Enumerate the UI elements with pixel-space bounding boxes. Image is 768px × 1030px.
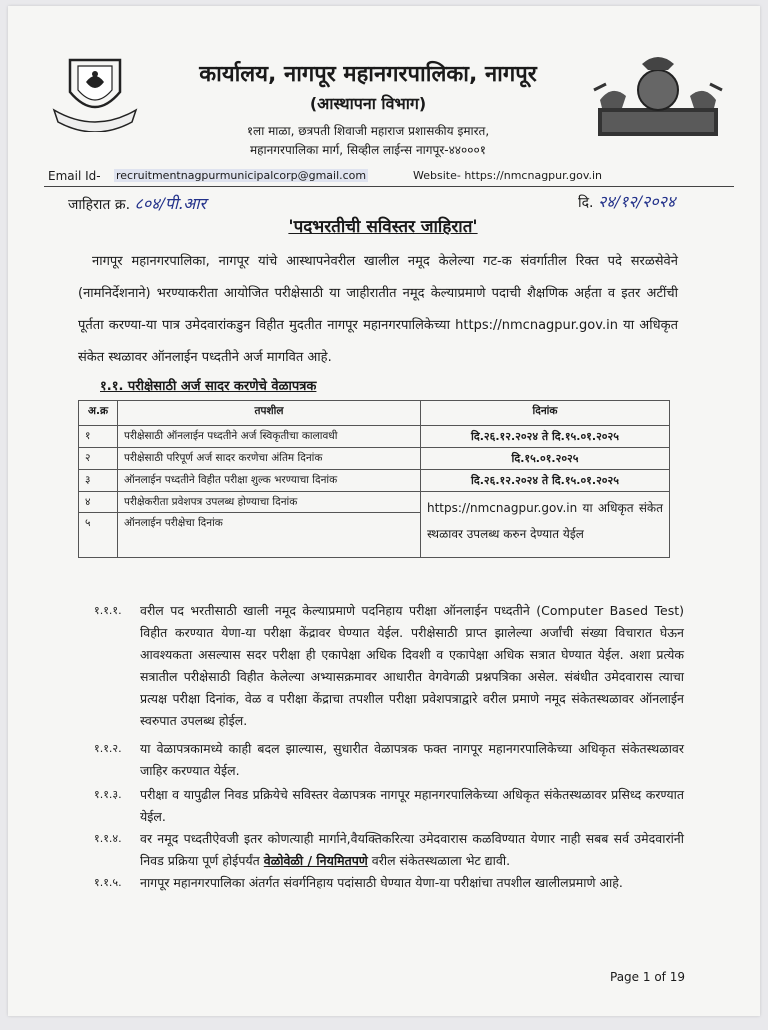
advertisement-date bbox=[578, 190, 675, 212]
advertisement-date-label: दि. bbox=[578, 195, 594, 211]
table-cell-merged-note: https://nmcnagpur.gov.in या अधिकृत संकेत स्थळावर उपलब्ध करुन देण्यात येईल bbox=[421, 492, 670, 558]
advertisement-date-value: २४/१२/२०२४ bbox=[597, 192, 676, 211]
point-1-1-4 bbox=[94, 828, 684, 872]
point-number: १.१.२. bbox=[94, 742, 122, 755]
table-row bbox=[79, 470, 670, 492]
nmc-anniversary-logo bbox=[592, 50, 724, 144]
table-cell-sn: ४ bbox=[79, 492, 118, 513]
point-text-before: वर नमूद पध्दतीऐवजी इतर कोणत्याही मार्गाने,वैयक्तिकरित्या उमेदवारास कळविण्यात येणार नाही सबब सर्व उमेदवारांनी निवड प्रक्रिया पूर्ण होईपर्यंत bbox=[140, 831, 684, 868]
table-row bbox=[79, 448, 670, 470]
section-title: १.१. परीक्षेसाठी अर्ज सादर करणेचे वेळापत्रक bbox=[100, 379, 317, 394]
advertisement-number-value: ८०४/पी.आर bbox=[134, 194, 207, 213]
header-divider bbox=[44, 186, 734, 187]
table-header-detail: तपशील bbox=[118, 401, 421, 426]
point-text: परीक्षा व यापुढील निवड प्रक्रियेचे सविस्तर वेळापत्रक नागपूर महानगरपालिकेच्या अधिकृत संकेतस्थळावर प्रसिध्द करण्यात येईल. bbox=[140, 787, 684, 824]
email-link[interactable]: recruitmentnagpurmunicipalcorp@gmail.com bbox=[116, 169, 367, 182]
point-number: १.१.५. bbox=[94, 876, 122, 889]
table-cell-detail: परीक्षेसाठी ऑनलाईन पध्दतीने अर्ज स्विकृतीचा कालावधी bbox=[118, 426, 421, 448]
address-line-1: १ला माळा, छत्रपती शिवाजी महाराज प्रशासकीय इमारत, bbox=[246, 124, 490, 138]
table-cell-date: दि.१५.०१.२०२५ bbox=[421, 448, 670, 470]
document-page bbox=[8, 6, 760, 1016]
table-cell-detail: ऑनलाईन पध्दतीने विहीत परीक्षा शुल्क भरण्याचा दिनांक bbox=[118, 470, 421, 492]
table-cell-detail: परीक्षेसाठी परिपूर्ण अर्ज सादर करणेचा अंतिम दिनांक bbox=[118, 448, 421, 470]
address-line-2: महानगरपालिका मार्ग, सिव्हील लाईन्स नागपूर-४४०००१ bbox=[249, 143, 487, 157]
point-text: वरील पद भरतीसाठी खाली नमूद केल्याप्रमाणे पदनिहाय परीक्षा ऑनलाईन पध्दतीने (Computer Based Test) विहीत करण्यात येणा-या परीक्षा केंद्रावर घेण्यात येईल. परीक्षेसाठी प्राप्त झालेल्या अर्जांची संख्या विचारात घेऊन आवश्यकता असल्यास सदर परीक्षा ही एकापेक्षा अधिक दिवशी व एकापेक्षा अधिक सत्रात घेण्यात येईल. अशा प्रत्येक सत्रातील परीक्षेसाठी विहीत केलेल्या अभ्यासक्रमावर आधारीत वेगवेगळी प्रश्नपत्रिका असेल. संबंधीत उमेदवारास त्याचा प्रत्यक्ष परीक्षा दिनांक, वेळ व परीक्षा केंद्राचा तपशील परीक्षा प्रवेशपत्राद्वारे वरील प्रमाणे नमूद संकेतस्थळावर ऑनलाईन स्वरुपात उपलब्ध होईल. bbox=[140, 603, 684, 728]
point-number: १.१.४. bbox=[94, 832, 122, 845]
point-text bbox=[140, 828, 684, 872]
nmc-emblem-logo bbox=[50, 52, 140, 132]
table-cell-sn: २ bbox=[79, 448, 118, 470]
point-number: १.१.१. bbox=[94, 604, 122, 617]
point-1-1-2 bbox=[94, 738, 684, 782]
website-link[interactable]: Website- https://nmcnagpur.gov.in bbox=[413, 169, 603, 182]
department-name: (आस्थापना विभाग) bbox=[309, 94, 427, 113]
document-title: 'पदभरतीची सविस्तर जाहिरात' bbox=[288, 217, 478, 237]
office-title: कार्यालय, नागपूर महानगरपालिका, नागपूर bbox=[199, 62, 537, 87]
table-row bbox=[79, 492, 670, 513]
advertisement-number-label: जाहिरात क्र. bbox=[68, 197, 131, 213]
email-label: Email Id- bbox=[48, 169, 101, 183]
point-number: १.१.३. bbox=[94, 788, 122, 801]
point-text-emphasis: वेळोवेळी / नियमितपणे bbox=[263, 853, 368, 868]
table-cell-date: दि.२६.१२.२०२४ ते दि.१५.०१.२०२५ bbox=[421, 470, 670, 492]
intro-paragraph: नागपूर महानगरपालिका, नागपूर यांचे आस्थापनेवरील खालील नमूद केलेल्या गट-क संवर्गातील रिक्त पदे सरळसेवेने (नामनिर्देशनाने) भरण्याकरीता आयोजित परीक्षेसाठी या जाहीरातीत नमूद केल्याप्रमाणे पदाची शैक्षणिक अर्हता व इतर अटींची पूर्तता करण्या-या पात्र उमेदवारांकडुन विहीत मुदतीत नागपूर महानगरपालिकेच्या https://nmcnagpur.gov.in या अधिकृत संकेत स्थळावर ऑनलाईन पध्दतीने अर्ज मागवित आहे. bbox=[78, 254, 678, 365]
table-cell-date: दि.२६.१२.२०२४ ते दि.१५.०१.२०२५ bbox=[421, 426, 670, 448]
point-text: नागपूर महानगरपालिका अंतर्गत संवर्गनिहाय पदांसाठी घेण्यात येणा-या परीक्षांचा तपशील खालीलप्रमाणे आहे. bbox=[140, 875, 623, 890]
point-1-1-5 bbox=[94, 872, 684, 894]
advertisement-number bbox=[68, 192, 206, 214]
table-header-date: दिनांक bbox=[421, 401, 670, 426]
schedule-table bbox=[78, 400, 670, 558]
table-header-sn: अ.क्र bbox=[79, 401, 118, 426]
point-text-after: वरील संकेतस्थळाला भेट द्यावी. bbox=[367, 853, 511, 868]
table-header-row bbox=[79, 401, 670, 426]
table-cell-sn: १ bbox=[79, 426, 118, 448]
table-cell-detail: ऑनलाईन परीक्षेचा दिनांक bbox=[118, 513, 421, 558]
table-cell-sn: ३ bbox=[79, 470, 118, 492]
page-number: Page 1 of 19 bbox=[610, 970, 685, 984]
point-1-1-3 bbox=[94, 784, 684, 828]
table-row bbox=[79, 426, 670, 448]
point-1-1-1 bbox=[94, 600, 684, 732]
table-cell-sn: ५ bbox=[79, 513, 118, 558]
point-text: या वेळापत्रकामध्ये काही बदल झाल्यास, सुधारीत वेळापत्रक फक्त नागपूर महानगरपालिकेच्या अधिकृत संकेतस्थळावर जाहिर करण्यात येईल. bbox=[140, 741, 684, 778]
table-cell-detail: परीक्षेकरीता प्रवेशपत्र उपलब्ध होण्याचा दिनांक bbox=[118, 492, 421, 513]
